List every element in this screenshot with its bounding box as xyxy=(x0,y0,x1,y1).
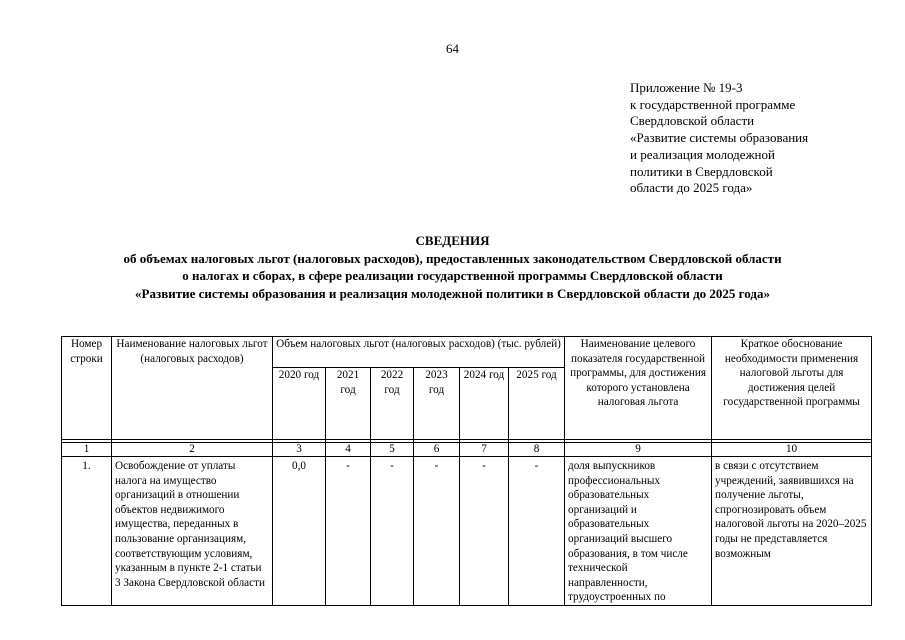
value-cell: - xyxy=(509,457,565,606)
header-year: 2021 год xyxy=(326,368,371,440)
page-number: 64 xyxy=(446,41,459,56)
appendix-line: политики в Свердловской xyxy=(630,163,773,179)
value-cell: - xyxy=(326,457,371,606)
heading-line: «Развитие системы образования и реализация молодежной политики в Свердловской области до 2025 года» xyxy=(135,285,770,301)
appendix-line: области до 2025 года» xyxy=(630,180,753,196)
heading-line: о налогах и сборах, в сфере реализации государственной программы Свердловской области xyxy=(182,268,723,283)
header-year: 2022 год xyxy=(371,368,414,440)
column-number: 5 xyxy=(371,443,414,457)
column-number: 1 xyxy=(62,443,112,457)
value-cell: - xyxy=(414,457,460,606)
value-cell: - xyxy=(460,457,509,606)
header-row-number: Номер строки xyxy=(62,337,112,440)
column-number: 9 xyxy=(565,443,712,457)
column-number: 10 xyxy=(712,443,872,457)
indicator-cell: доля выпускников профессиональных образовательных организаций и образовательных организаций высшего образования, в том числе технической направленности, трудоустроенных по xyxy=(565,457,712,606)
column-number: 6 xyxy=(414,443,460,457)
header-year: 2025 год xyxy=(509,368,565,440)
appendix-line: и реализация молодежной xyxy=(630,146,775,162)
column-number: 3 xyxy=(273,443,326,457)
appendix-line: к государственной программе xyxy=(630,96,796,112)
appendix-line: Приложение № 19-3 xyxy=(630,80,743,95)
value-cell: 0,0 xyxy=(273,457,326,606)
header-volume-group: Объем налоговых льгот (налоговых расходов) (тыс. рублей) xyxy=(273,337,565,368)
row-number-cell: 1. xyxy=(62,457,112,606)
appendix-line: «Развитие системы образования xyxy=(630,130,809,146)
appendix-note xyxy=(630,80,870,197)
document-title: СВЕДЕНИЯ xyxy=(415,233,490,248)
table-row xyxy=(62,457,872,606)
justification-cell: в связи с отсутствием учреждений, заявившихся на получение льготы, спрогнозировать объем налоговой льготы на 2020–2025 годы не представляется возможным xyxy=(712,457,872,606)
appendix-line: Свердловской области xyxy=(630,113,755,129)
benefit-name-cell: Освобождение от уплаты налога на имущество организаций в отношении объектов недвижимого имущества, переданных в пользование организациям, соответствующим условиям, указанным в пункте 2-1 статьи 3 Закона Свердловской области xyxy=(112,457,273,606)
column-number: 8 xyxy=(509,443,565,457)
column-number: 2 xyxy=(112,443,273,457)
header-benefit-name: Наименование налоговых льгот (налоговых расходов) xyxy=(112,337,273,440)
column-number: 7 xyxy=(460,443,509,457)
header-year: 2024 год xyxy=(460,368,509,440)
tax-benefits-table xyxy=(61,336,872,606)
value-cell: - xyxy=(371,457,414,606)
column-number-row xyxy=(62,443,872,457)
header-justification: Краткое обоснование необходимости применения налоговой льготы для достижения целей государственной программы xyxy=(712,337,872,440)
header-year: 2023 год xyxy=(414,368,460,440)
table-header-row xyxy=(62,337,872,368)
heading-line: об объемах налоговых льгот (налоговых расходов), предоставленных законодательством Свердловской области xyxy=(123,250,782,266)
document-heading xyxy=(0,232,905,302)
header-year: 2020 год xyxy=(273,368,326,440)
column-number: 4 xyxy=(326,443,371,457)
header-indicator: Наименование целевого показателя государственной программы, для достижения которого установлена налоговая льгота xyxy=(565,337,712,440)
